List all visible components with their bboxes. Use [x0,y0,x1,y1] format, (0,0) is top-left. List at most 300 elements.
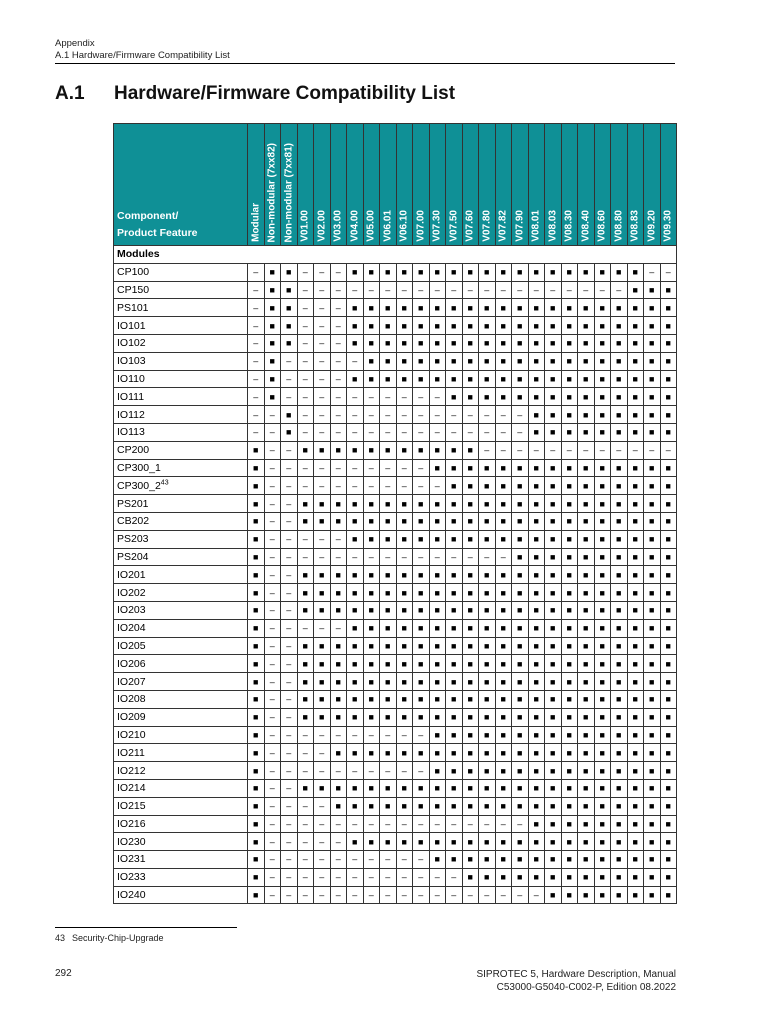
supported-mark: ■ [578,263,595,281]
supported-mark: ■ [545,762,562,780]
component-name [114,886,248,904]
not-supported-mark: – [314,851,331,869]
supported-mark: ■ [446,744,463,762]
supported-mark: ■ [660,673,677,691]
supported-mark: ■ [462,530,479,548]
supported-mark: ■ [462,263,479,281]
table-row [114,548,677,566]
supported-mark: ■ [248,459,265,477]
supported-mark: ■ [512,477,529,495]
supported-mark: ■ [594,317,611,335]
component-name-text: PS204 [117,550,149,563]
supported-mark: ■ [545,673,562,691]
supported-mark: ■ [462,726,479,744]
supported-mark: ■ [314,441,331,459]
supported-mark: ■ [446,263,463,281]
supported-mark: ■ [429,584,446,602]
column-header [264,124,281,246]
not-supported-mark: – [363,548,380,566]
not-supported-mark: – [347,815,364,833]
component-name-text: IO214 [117,782,146,795]
column-header-label: V07.00 [415,210,427,242]
header-chapter: Appendix [55,38,95,49]
supported-mark: ■ [578,495,595,513]
supported-mark: ■ [248,512,265,530]
supported-mark: ■ [561,370,578,388]
not-supported-mark: – [495,815,512,833]
not-supported-mark: – [314,406,331,424]
supported-mark: ■ [611,530,628,548]
supported-mark: ■ [297,512,314,530]
supported-mark: ■ [495,566,512,584]
supported-mark: ■ [561,566,578,584]
supported-mark: ■ [446,495,463,513]
supported-mark: ■ [462,619,479,637]
supported-mark: ■ [578,744,595,762]
not-supported-mark: – [380,851,397,869]
supported-mark: ■ [627,673,644,691]
supported-mark: ■ [594,548,611,566]
supported-mark: ■ [462,584,479,602]
supported-mark: ■ [528,815,545,833]
feature-header-line1: Component/ [117,210,179,222]
supported-mark: ■ [660,512,677,530]
component-name-text: IO102 [117,337,146,350]
supported-mark: ■ [660,584,677,602]
supported-mark: ■ [512,388,529,406]
column-header [330,124,347,246]
table-row [114,797,677,815]
supported-mark: ■ [281,423,298,441]
not-supported-mark: – [330,886,347,904]
supported-mark: ■ [462,601,479,619]
supported-mark: ■ [347,797,364,815]
supported-mark: ■ [561,779,578,797]
not-supported-mark: – [413,762,430,780]
supported-mark: ■ [495,779,512,797]
supported-mark: ■ [281,263,298,281]
not-supported-mark: – [297,530,314,548]
supported-mark: ■ [330,797,347,815]
not-supported-mark: – [248,423,265,441]
supported-mark: ■ [512,673,529,691]
supported-mark: ■ [611,886,628,904]
supported-mark: ■ [479,851,496,869]
not-supported-mark: – [396,851,413,869]
component-name-text: IO206 [117,657,146,670]
supported-mark: ■ [660,868,677,886]
supported-mark: ■ [627,530,644,548]
supported-mark: ■ [429,530,446,548]
compatibility-table [113,123,677,904]
supported-mark: ■ [479,334,496,352]
supported-mark: ■ [446,352,463,370]
supported-mark: ■ [330,512,347,530]
supported-mark: ■ [363,495,380,513]
supported-mark: ■ [512,548,529,566]
supported-mark: ■ [660,655,677,673]
not-supported-mark: – [248,334,265,352]
supported-mark: ■ [380,530,397,548]
supported-mark: ■ [396,334,413,352]
not-supported-mark: – [330,370,347,388]
supported-mark: ■ [264,352,281,370]
supported-mark: ■ [644,690,661,708]
not-supported-mark: – [314,726,331,744]
not-supported-mark: – [627,441,644,459]
supported-mark: ■ [660,708,677,726]
supported-mark: ■ [462,352,479,370]
component-name-text: IO216 [117,817,146,830]
column-header-label: V07.82 [497,210,509,242]
supported-mark: ■ [594,530,611,548]
supported-mark: ■ [363,370,380,388]
supported-mark: ■ [528,744,545,762]
not-supported-mark: – [347,406,364,424]
supported-mark: ■ [462,477,479,495]
not-supported-mark: – [545,281,562,299]
supported-mark: ■ [611,833,628,851]
not-supported-mark: – [462,548,479,566]
supported-mark: ■ [462,708,479,726]
supported-mark: ■ [561,815,578,833]
not-supported-mark: – [594,281,611,299]
column-header [561,124,578,246]
supported-mark: ■ [512,637,529,655]
not-supported-mark: – [297,370,314,388]
supported-mark: ■ [429,263,446,281]
supported-mark: ■ [462,388,479,406]
supported-mark: ■ [578,886,595,904]
column-header-label: V08.60 [596,210,608,242]
supported-mark: ■ [561,512,578,530]
column-header-label: V08.80 [613,210,625,242]
column-header [528,124,545,246]
supported-mark: ■ [281,406,298,424]
supported-mark: ■ [644,530,661,548]
supported-mark: ■ [479,388,496,406]
supported-mark: ■ [627,797,644,815]
supported-mark: ■ [413,566,430,584]
supported-mark: ■ [627,655,644,673]
not-supported-mark: – [644,441,661,459]
not-supported-mark: – [413,886,430,904]
not-supported-mark: – [330,815,347,833]
supported-mark: ■ [545,726,562,744]
supported-mark: ■ [446,370,463,388]
column-header [281,124,298,246]
not-supported-mark: – [264,584,281,602]
not-supported-mark: – [330,334,347,352]
supported-mark: ■ [446,762,463,780]
not-supported-mark: – [462,406,479,424]
supported-mark: ■ [248,690,265,708]
supported-mark: ■ [248,477,265,495]
supported-mark: ■ [363,566,380,584]
supported-mark: ■ [413,495,430,513]
supported-mark: ■ [611,584,628,602]
component-name [114,851,248,869]
supported-mark: ■ [528,868,545,886]
component-name-text: IO207 [117,675,146,688]
not-supported-mark: – [264,673,281,691]
supported-mark: ■ [446,619,463,637]
supported-mark: ■ [248,726,265,744]
supported-mark: ■ [479,762,496,780]
not-supported-mark: – [512,815,529,833]
supported-mark: ■ [561,601,578,619]
component-name [114,744,248,762]
footer-line1: SIPROTEC 5, Hardware Description, Manual [476,969,676,980]
not-supported-mark: – [413,281,430,299]
supported-mark: ■ [446,779,463,797]
supported-mark: ■ [380,779,397,797]
supported-mark: ■ [314,512,331,530]
supported-mark: ■ [413,317,430,335]
not-supported-mark: – [479,281,496,299]
supported-mark: ■ [594,406,611,424]
component-name-text: IO201 [117,568,146,581]
not-supported-mark: – [413,815,430,833]
supported-mark: ■ [611,352,628,370]
table-row [114,352,677,370]
column-header-label: V01.00 [299,210,311,242]
supported-mark: ■ [413,263,430,281]
supported-mark: ■ [644,584,661,602]
supported-mark: ■ [248,797,265,815]
supported-mark: ■ [512,851,529,869]
not-supported-mark: – [429,477,446,495]
supported-mark: ■ [297,637,314,655]
supported-mark: ■ [578,512,595,530]
not-supported-mark: – [264,601,281,619]
supported-mark: ■ [347,370,364,388]
supported-mark: ■ [380,584,397,602]
table-body [114,246,677,904]
not-supported-mark: – [281,655,298,673]
supported-mark: ■ [479,726,496,744]
component-name-text: CP300_1 [117,461,161,474]
supported-mark: ■ [363,512,380,530]
not-supported-mark: – [429,548,446,566]
not-supported-mark: – [380,423,397,441]
supported-mark: ■ [611,459,628,477]
not-supported-mark: – [314,423,331,441]
supported-mark: ■ [594,566,611,584]
supported-mark: ■ [512,797,529,815]
supported-mark: ■ [660,423,677,441]
not-supported-mark: – [248,299,265,317]
not-supported-mark: – [314,334,331,352]
supported-mark: ■ [611,637,628,655]
supported-mark: ■ [627,601,644,619]
supported-mark: ■ [545,512,562,530]
not-supported-mark: – [347,352,364,370]
not-supported-mark: – [446,886,463,904]
table-row [114,637,677,655]
supported-mark: ■ [396,512,413,530]
table-row [114,512,677,530]
supported-mark: ■ [611,619,628,637]
supported-mark: ■ [644,815,661,833]
supported-mark: ■ [479,797,496,815]
supported-mark: ■ [446,690,463,708]
component-name-text: IO231 [117,853,146,866]
component-name-text: IO113 [117,426,145,439]
not-supported-mark: – [330,762,347,780]
table-row [114,441,677,459]
not-supported-mark: – [281,797,298,815]
not-supported-mark: – [429,406,446,424]
not-supported-mark: – [281,833,298,851]
not-supported-mark: – [264,690,281,708]
supported-mark: ■ [314,584,331,602]
supported-mark: ■ [495,833,512,851]
supported-mark: ■ [347,708,364,726]
supported-mark: ■ [363,744,380,762]
table-row [114,299,677,317]
supported-mark: ■ [264,281,281,299]
supported-mark: ■ [561,637,578,655]
table-row [114,370,677,388]
supported-mark: ■ [660,352,677,370]
supported-mark: ■ [495,619,512,637]
supported-mark: ■ [528,762,545,780]
column-header [644,124,661,246]
not-supported-mark: – [347,886,364,904]
supported-mark: ■ [528,619,545,637]
supported-mark: ■ [578,851,595,869]
not-supported-mark: – [281,744,298,762]
supported-mark: ■ [495,263,512,281]
not-supported-mark: – [314,548,331,566]
supported-mark: ■ [330,690,347,708]
not-supported-mark: – [479,886,496,904]
supported-mark: ■ [446,637,463,655]
supported-mark: ■ [396,690,413,708]
column-header [363,124,380,246]
not-supported-mark: – [281,815,298,833]
supported-mark: ■ [347,779,364,797]
not-supported-mark: – [297,726,314,744]
not-supported-mark: – [248,388,265,406]
table-row [114,459,677,477]
not-supported-mark: – [281,566,298,584]
supported-mark: ■ [627,459,644,477]
supported-mark: ■ [396,299,413,317]
supported-mark: ■ [594,673,611,691]
not-supported-mark: – [413,459,430,477]
supported-mark: ■ [545,317,562,335]
supported-mark: ■ [512,334,529,352]
supported-mark: ■ [363,708,380,726]
not-supported-mark: – [281,779,298,797]
component-name-text: CP200 [117,444,150,457]
not-supported-mark: – [264,423,281,441]
supported-mark: ■ [495,601,512,619]
supported-mark: ■ [512,459,529,477]
component-name [114,726,248,744]
not-supported-mark: – [330,548,347,566]
supported-mark: ■ [413,673,430,691]
supported-mark: ■ [644,317,661,335]
supported-mark: ■ [479,477,496,495]
supported-mark: ■ [528,833,545,851]
supported-mark: ■ [363,601,380,619]
supported-mark: ■ [380,690,397,708]
supported-mark: ■ [396,797,413,815]
supported-mark: ■ [363,584,380,602]
supported-mark: ■ [627,779,644,797]
supported-mark: ■ [363,690,380,708]
supported-mark: ■ [660,317,677,335]
supported-mark: ■ [396,566,413,584]
not-supported-mark: – [429,281,446,299]
component-name-text: IO205 [117,639,146,652]
section-number: A.1 [55,83,85,104]
supported-mark: ■ [446,530,463,548]
column-header-label: V07.60 [464,210,476,242]
not-supported-mark: – [396,459,413,477]
supported-mark: ■ [545,548,562,566]
supported-mark: ■ [479,299,496,317]
supported-mark: ■ [594,370,611,388]
component-name [114,548,248,566]
column-header-label: V06.01 [382,210,394,242]
supported-mark: ■ [660,477,677,495]
supported-mark: ■ [611,548,628,566]
not-supported-mark: – [380,406,397,424]
supported-mark: ■ [396,495,413,513]
supported-mark: ■ [363,299,380,317]
supported-mark: ■ [429,352,446,370]
not-supported-mark: – [347,388,364,406]
supported-mark: ■ [297,566,314,584]
not-supported-mark: – [264,512,281,530]
supported-mark: ■ [462,637,479,655]
supported-mark: ■ [429,655,446,673]
not-supported-mark: – [314,530,331,548]
not-supported-mark: – [528,441,545,459]
supported-mark: ■ [528,423,545,441]
supported-mark: ■ [248,601,265,619]
component-name-text: CP300_2 [117,479,161,492]
supported-mark: ■ [380,370,397,388]
not-supported-mark: – [297,886,314,904]
not-supported-mark: – [363,886,380,904]
column-header [611,124,628,246]
not-supported-mark: – [495,406,512,424]
supported-mark: ■ [446,673,463,691]
supported-mark: ■ [297,601,314,619]
supported-mark: ■ [479,868,496,886]
not-supported-mark: – [314,388,331,406]
supported-mark: ■ [545,619,562,637]
supported-mark: ■ [561,673,578,691]
supported-mark: ■ [528,637,545,655]
supported-mark: ■ [594,851,611,869]
supported-mark: ■ [660,566,677,584]
supported-mark: ■ [512,566,529,584]
supported-mark: ■ [627,477,644,495]
supported-mark: ■ [512,317,529,335]
supported-mark: ■ [248,655,265,673]
supported-mark: ■ [446,851,463,869]
not-supported-mark: – [396,886,413,904]
component-name-text: CB202 [117,515,150,528]
supported-mark: ■ [429,495,446,513]
supported-mark: ■ [347,495,364,513]
